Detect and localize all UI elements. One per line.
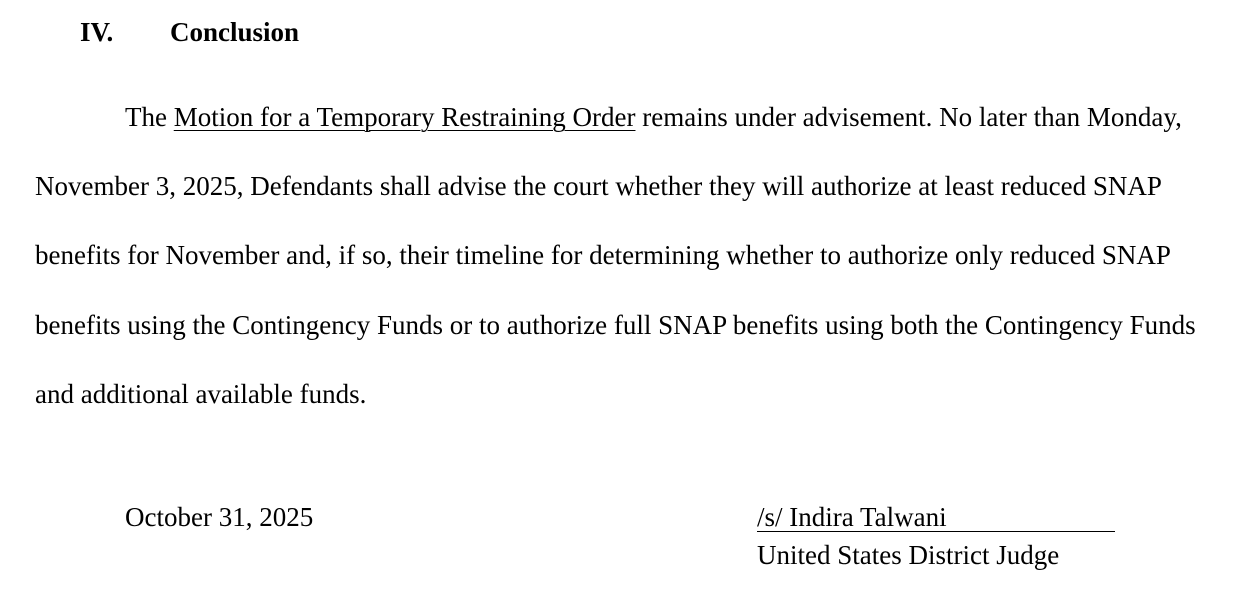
section-title: Conclusion — [170, 17, 300, 47]
paragraph-body: remains under advisement. No later than Monday, November 3, 2025, Defendants shall advise the court whether they will authorize at least reduced SNAP benefits for November and, if so, their timeline for determining whether to authorize only reduced SNAP benefits using the Contingency Funds or to authorize full SNAP benefits using both the Contingency Funds and additional available funds. — [35, 102, 1196, 409]
paragraph-lead: The — [125, 102, 174, 132]
section-number: IV. — [80, 17, 114, 47]
order-date: October 31, 2025 — [125, 502, 314, 532]
signature-block — [757, 499, 1115, 573]
judge-signature: /s/ Indira Talwani — [757, 503, 1115, 532]
section-heading — [80, 14, 299, 50]
conclusion-paragraph — [35, 83, 1235, 429]
judge-title: United States District Judge — [757, 540, 1060, 570]
motion-title-link[interactable]: Motion for a Temporary Restraining Order — [173, 102, 636, 132]
